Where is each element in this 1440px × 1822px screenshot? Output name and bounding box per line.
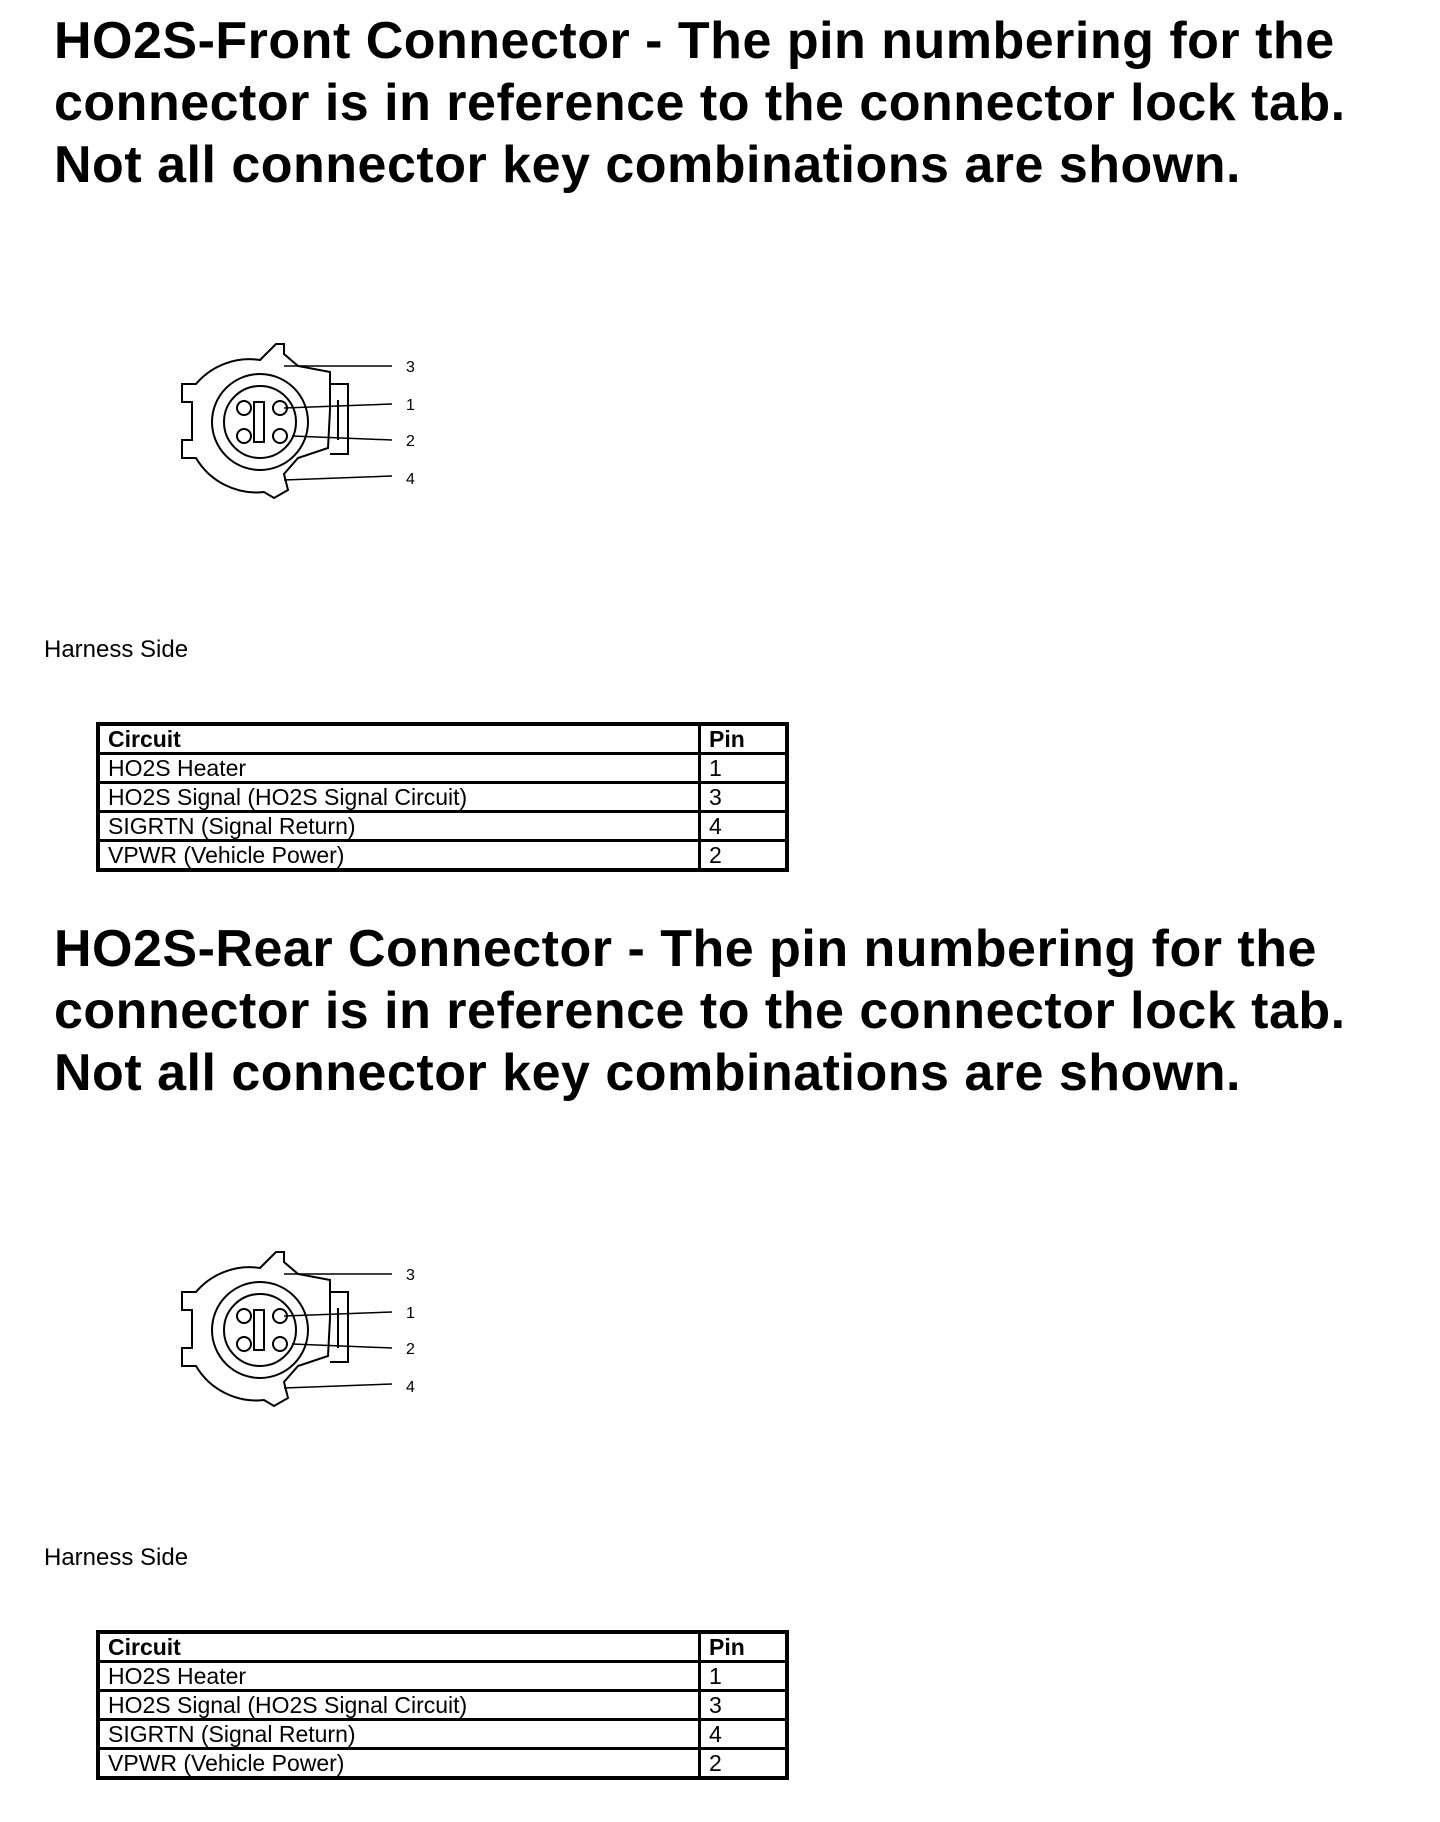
table-row [98,754,787,783]
front-connector-heading: HO2S-Front Connector - The pin numbering for the connector is in reference to the connector lock tab. Not all connector key combinations are shown. [54,12,1346,194]
pin-label-3: 3 [406,1267,415,1284]
pin-cell: 3 [700,1691,788,1720]
front-harness-side-caption: Harness Side [44,636,189,663]
pin-cell: 4 [700,812,788,841]
table-row [98,1720,787,1749]
pin-label-1: 1 [406,397,415,414]
column-header-circuit: Circuit [98,1632,700,1662]
pin-cell: 1 [700,754,788,783]
column-header-pin: Pin [700,1632,788,1662]
rear-harness-side-caption: Harness Side [44,1544,189,1571]
table-row [98,841,787,871]
table-row [98,783,787,812]
pin-label-2: 2 [406,433,415,450]
pin-cell: 1 [700,1662,788,1691]
pin-label-4: 4 [406,1379,415,1396]
connector-drawing [180,1248,440,1448]
pin-label-2: 2 [406,1341,415,1358]
table-header-row [98,724,787,754]
circuit-cell: SIGRTN (Signal Return) [98,812,700,841]
circuit-cell: HO2S Signal (HO2S Signal Circuit) [98,1691,700,1720]
circuit-cell: HO2S Heater [98,754,700,783]
rear-connector-heading: HO2S-Rear Connector - The pin numbering for the connector is in reference to the connector lock tab. Not all connector key combinations are shown. [54,920,1346,1102]
column-header-circuit: Circuit [98,724,700,754]
circuit-cell: VPWR (Vehicle Power) [98,841,700,871]
front-connector-diagram [180,340,440,540]
pin-cell: 4 [700,1720,788,1749]
connector-drawing [180,340,440,540]
circuit-cell: HO2S Signal (HO2S Signal Circuit) [98,783,700,812]
pin-label-4: 4 [406,471,415,488]
table-header-row [98,1632,787,1662]
circuit-cell: VPWR (Vehicle Power) [98,1749,700,1779]
column-header-pin: Pin [700,724,788,754]
rear-pin-table [96,1630,789,1780]
rear-connector-diagram [180,1248,440,1448]
pin-cell: 2 [700,841,788,871]
front-pin-table [96,722,789,872]
table-row [98,1749,787,1779]
table-row [98,1662,787,1691]
table-row [98,1691,787,1720]
circuit-cell: SIGRTN (Signal Return) [98,1720,700,1749]
pin-cell: 2 [700,1749,788,1779]
circuit-cell: HO2S Heater [98,1662,700,1691]
pin-label-3: 3 [406,359,415,376]
pin-label-1: 1 [406,1305,415,1322]
table-row [98,812,787,841]
pin-cell: 3 [700,783,788,812]
